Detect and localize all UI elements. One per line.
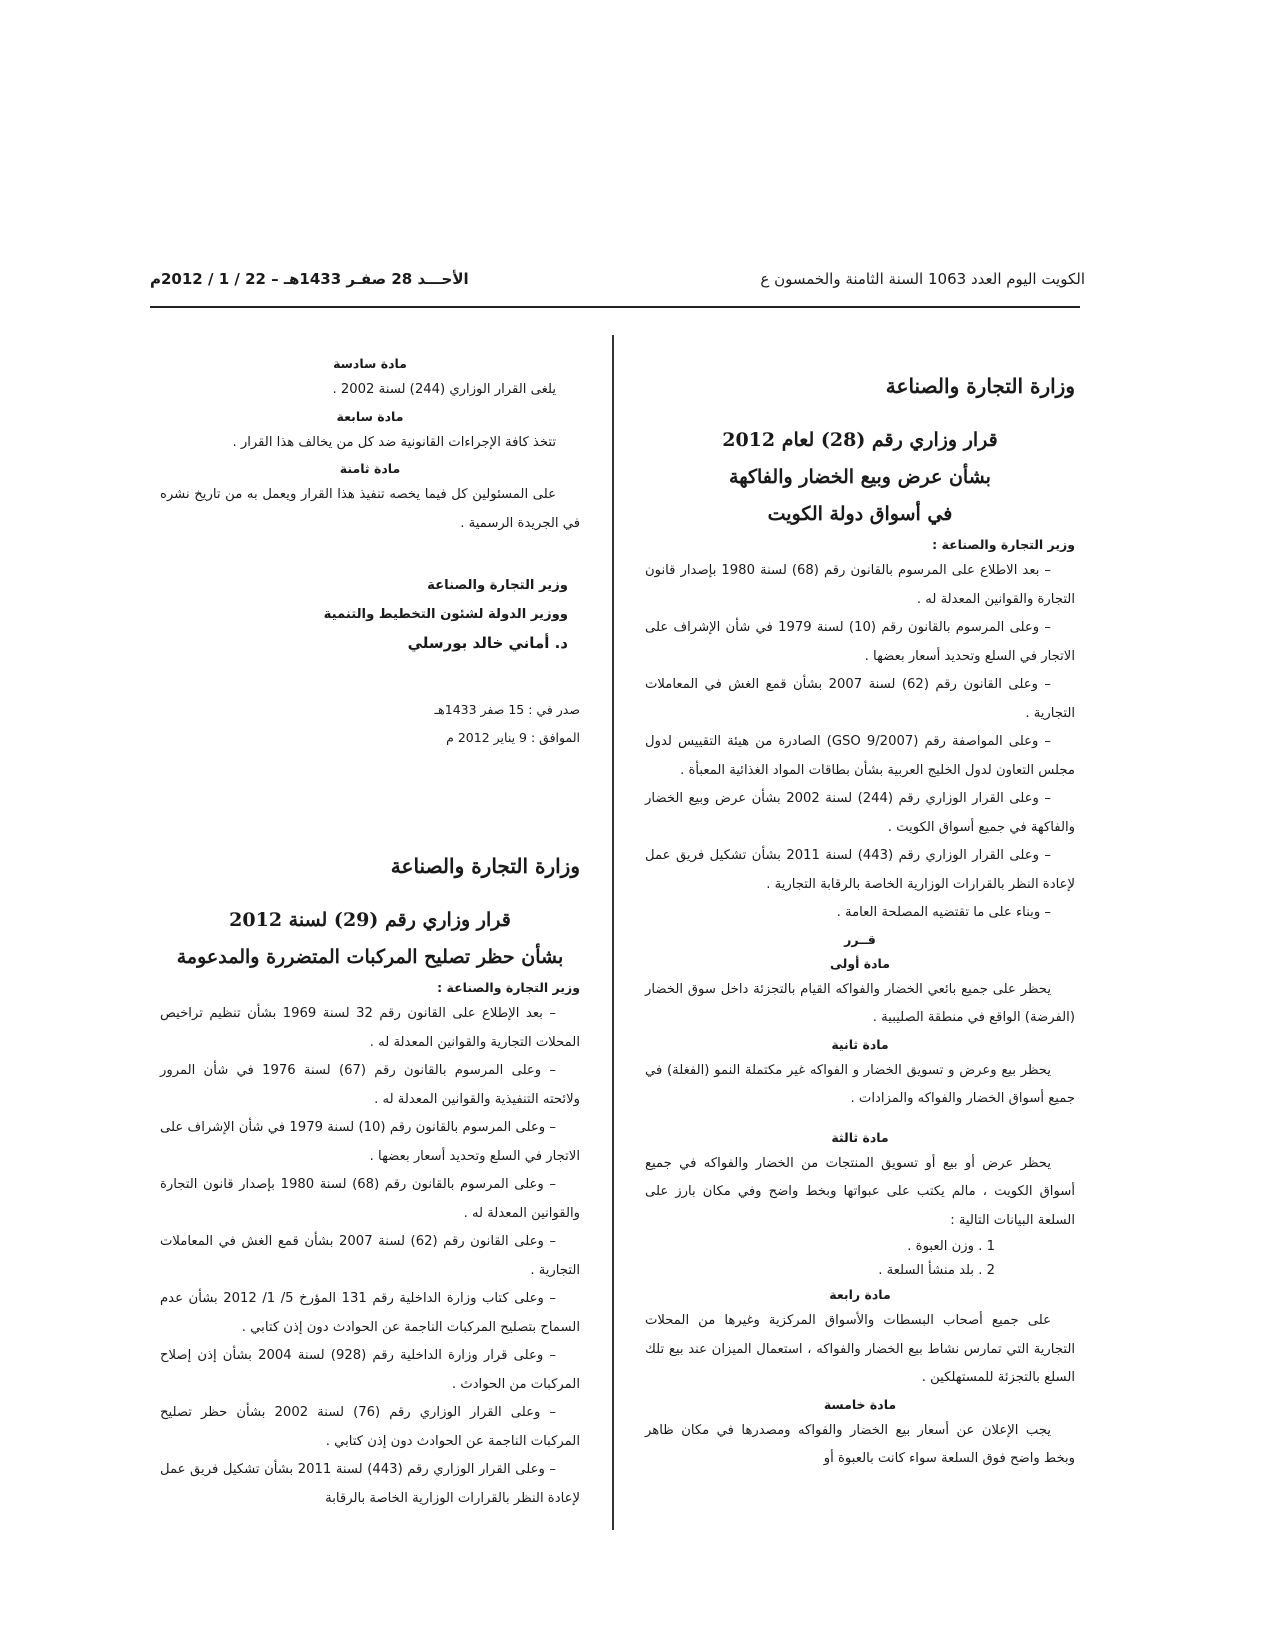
preamble-paragraph: – وعلى القرار الوزاري رقم (76) لسنة 2002 بشأن حظر تصليح المركبات الناجمة عن الحوادث دون إذن كتابي . [160,1405,580,1449]
minister-line: وزير التجارة والصناعة : [932,537,1075,552]
article-title: مادة ثامنة [339,461,401,476]
article-text: على جميع أصحاب البسطات والأسواق المركزية وغيرها من المحلات التجارية التي تمارس نشاط بيع الخضار والفواكه ، استعمال الميزان عند بيع تلك السلع بالتجزئة للمستهلكين . [645,1313,1075,1385]
article-text: يحظر عرض أو بيع أو تسويق المنتجات من الخضار والفواكه في جميع أسواق الكويت ، مالم يكتب على عبواتها وبخط واضح وفي مكان بارز على السلعة البيانات التالية : [645,1155,1075,1228]
ministry-heading: وزارة التجارة والصناعة [885,374,1075,398]
decree-title-line-1: قرار وزاري رقم (28) لعام 2012 [722,429,998,451]
preamble-paragraph: – وعلى المرسوم بالقانون رقم (67) لسنة 1976 في شأن المرور ولائحته التنفيذية والقوانين المعدلة له . [160,1063,580,1107]
preamble-paragraph: – وعلى القرار الوزاري رقم (244) لسنة 2002 بشأن عرض وبيع الخضار والفاكهة في جميع أسواق الكويت . [645,791,1075,835]
article-title: مادة خامسة [823,1396,897,1412]
minister-line: وزير التجارة والصناعة : [437,980,580,995]
decree-title-line-3: في أسواق دولة الكويت [767,503,953,525]
preamble-paragraph: – وعلى قرار وزارة الداخلية رقم (928) لسنة 2004 بشأن إذن إصلاح المركبات من الحوادث . [160,1348,580,1392]
preamble-paragraph: – وعلى القانون رقم (62) لسنة 2007 بشأن قمع الغش في المعاملات التجارية . [160,1234,580,1278]
article-text: تتخذ كافة الإجراءات القانونية ضد كل من يخالف هذا القرار . [232,434,556,450]
decree-title-line-2: بشأن حظر تصليح المركبات المتضررة والمدعومة [176,946,564,968]
article-title: مادة ثانية [831,1036,889,1052]
article-list-item: 1 . وزن العبوة . [907,1239,995,1254]
article-title: مادة سابعة [336,408,404,424]
decided-heading: قــرر [844,931,876,947]
issue-date-hijri: صدر في : 15 صفر 1433هـ [434,701,580,717]
preamble-paragraph: – بعد الإطلاع على القانون رقم 32 لسنة 1969 بشأن تنظيم تراخيص المحلات التجارية والقوانين المعدلة له . [160,1006,580,1050]
article-text: يحظر على جميع بائعي الخضار والفواكه القيام بالتجزئة داخل سوق الخضار (الفرضة) الواقع في منطقة الصليبية . [645,981,1075,1025]
article-text: يلغى القرار الوزاري (244) لسنة 2002 . [332,382,556,397]
header-divider [150,306,1080,308]
signature-title: وزير التجارة والصناعة [427,578,568,593]
column-divider [612,335,614,1530]
preamble-paragraph: – بعد الاطلاع على المرسوم بالقانون رقم (68) لسنة 1980 بإصدار قانون التجارة والقوانين المعدلة له . [645,563,1075,607]
decree-29-column [160,850,580,1513]
article-title: مادة سادسة [333,356,407,371]
signature-name: د. أماني خالد بورسلي [407,634,568,652]
preamble-paragraph: – وعلى القرار الوزاري رقم (443) لسنة 2011 بشأن تشكيل فريق عمل لإعادة النظر بالقرارات الوزارية الخاصة بالرقابة [160,1462,580,1506]
article-title: مادة رابعة [829,1287,891,1302]
preamble-paragraph: – وعلى المواصفة رقم (GSO 9/2007) الصادرة من هيئة التقييس لدول مجلس التعاون لدول الخليج العربية بشأن بطاقات المواد الغذائية المعبأة . [645,734,1075,778]
article-list-item: 2 . بلد منشأ السلعة . [878,1263,995,1278]
article-title: مادة ثالثة [831,1129,889,1145]
article-text: يجب الإعلان عن أسعار بيع الخضار والفواكه ومصدرها في مكان ظاهر وبخط واضح فوق السلعة سواء كانت بالعبوة أو [645,1422,1075,1466]
gazette-header-issue: الكويت اليوم العدد 1063 السنة الثامنة والخمسون ع [760,270,1085,288]
article-title: مادة أولى [830,955,890,971]
ministry-heading: وزارة التجارة والصناعة [390,854,580,878]
decree-title-line-2: بشأن عرض وبيع الخضار والفاكهة [729,466,991,488]
signature-title: ووزير الدولة لشئون التخطيط والتنمية [323,606,568,622]
article-text: على المسئولين كل فيما يخصه تنفيذ هذا القرار ويعمل به من تاريخ نشره في الجريدة الرسمية . [160,487,580,531]
preamble-paragraph: – وعلى المرسوم بالقانون رقم (10) لسنة 1979 في شأن الإشراف على الاتجار في السلع وتحديد أسعار بعضها . [160,1120,580,1164]
decree-28-column [645,370,1075,1474]
preamble-paragraph: – وعلى المرسوم بالقانون رقم (68) لسنة 1980 بإصدار قانون التجارة والقوانين المعدلة له . [160,1177,580,1221]
article-text: يحظر بيع وعرض و تسويق الخضار و الفواكه غير مكتملة النمو (الفغلة) في جميع أسواق الخضار والفواكه والمزادات . [645,1062,1075,1106]
preamble-paragraph: – وعلى المرسوم بالقانون رقم (10) لسنة 1979 في شأن الإشراف على الاتجار في السلع وتحديد أسعار بعضها . [645,620,1075,664]
issue-date-gregorian: الموافق : 9 يناير 2012 م [446,730,580,745]
gazette-header-date: الأحـــد 28 صفـر 1433هـ – 22 / 1 / 2012م [150,270,469,288]
preamble-paragraph: – وعلى القانون رقم (62) لسنة 2007 بشأن قمع الغش في المعاملات التجارية . [645,677,1075,721]
decree-28-continuation [160,352,580,753]
preamble-paragraph: – وعلى القرار الوزاري رقم (443) لسنة 2011 بشأن تشكيل فريق عمل لإعادة النظر بالقرارات الوزارية الخاصة بالرقابة التجارية . [645,848,1075,892]
preamble-paragraph: – وبناء على ما تقتضيه المصلحة العامة . [836,905,1051,920]
decree-title-line-1: قرار وزاري رقم (29) لسنة 2012 [229,909,511,931]
preamble-paragraph: – وعلى كتاب وزارة الداخلية رقم 131 المؤرخ 5/ 1/ 2012 بشأن عدم السماح بتصليح المركبات الناجمة عن الحوادث دون إذن كتابي . [160,1291,580,1335]
